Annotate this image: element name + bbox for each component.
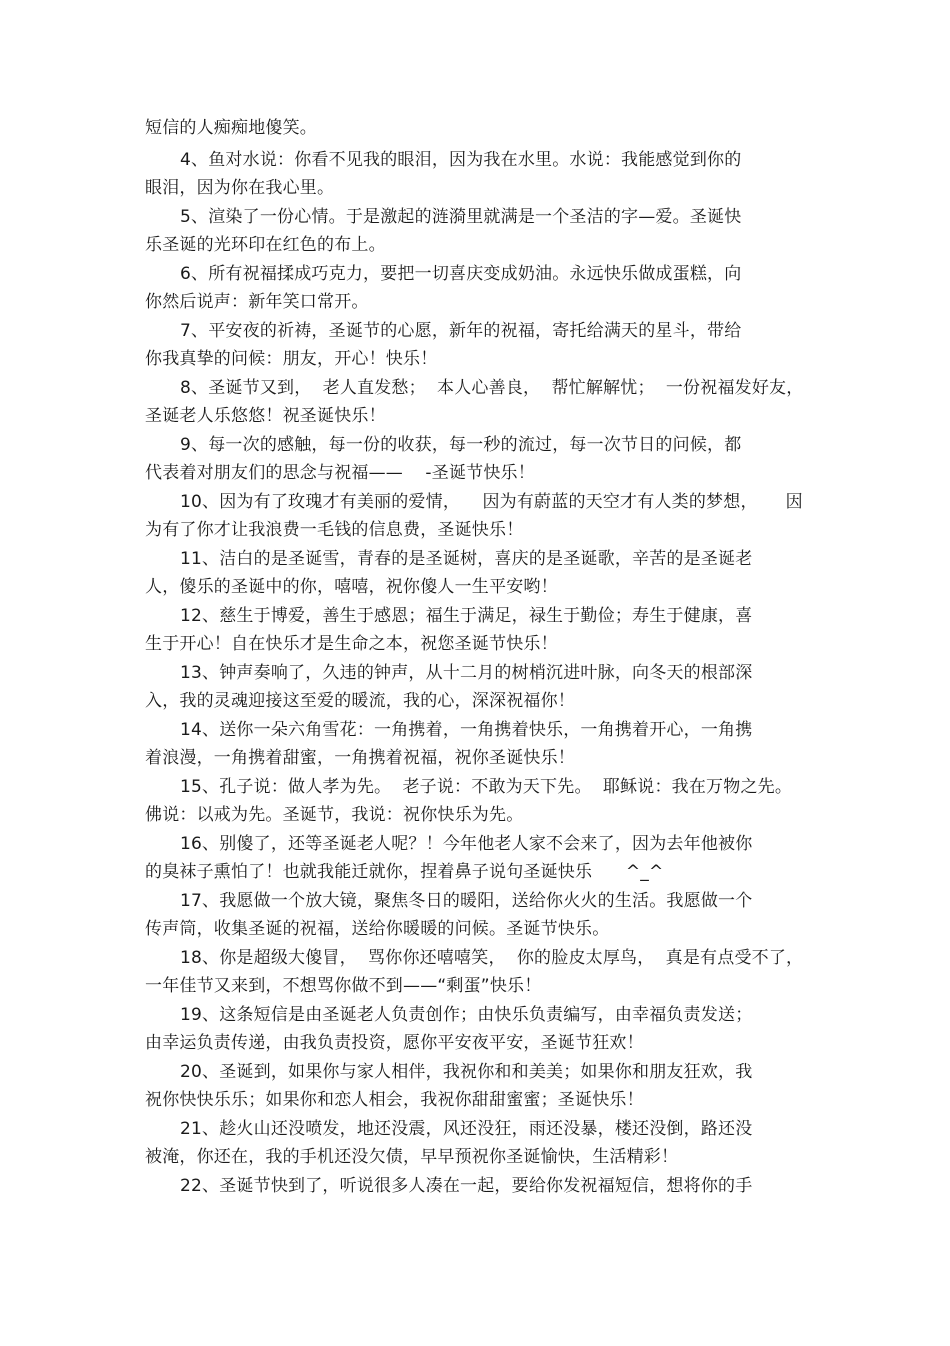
text-line: 8、圣诞节又到， 老人直发愁； 本人心善良， 帮忙解解忧； 一份祝福发好友， <box>180 378 804 398</box>
text-line: 20、圣诞到，如果你与家人相伴，我祝你和和美美；如果你和朋友狂欢，我 <box>180 1062 753 1082</box>
text-line: 14、送你一朵六角雪花：一角携着，一角携着快乐，一角携着开心，一角携 <box>180 720 753 740</box>
text-line: 15、孔子说：做人孝为先。 老子说：不敢为天下先。 耶稣说：我在万物之先。 <box>180 777 793 797</box>
text-line: 18、你是超级大傻冒， 骂你你还嘻嘻笑， 你的脸皮太厚鸟， 真是有点受不了， <box>180 948 804 968</box>
text-line: 短信的人痴痴地傻笑。 <box>145 118 317 138</box>
text-line: 7、平安夜的祈祷，圣诞节的心愿，新年的祝福，寄托给满天的星斗，带给 <box>180 321 742 341</box>
text-line: 生于开心！自在快乐才是生命之本，祝您圣诞节快乐！ <box>145 634 558 654</box>
text-line: 眼泪，因为你在我心里。 <box>145 178 335 198</box>
text-line: 代表着对朋友们的思念与祝福—— -圣诞节快乐！ <box>145 463 535 483</box>
text-line: 22、圣诞节快到了，听说很多人凑在一起，要给你发祝福短信，想将你的手 <box>180 1176 753 1196</box>
text-line: 人，傻乐的圣诞中的你，嘻嘻，祝你傻人一生平安哟！ <box>145 577 558 597</box>
text-line: 12、慈生于博爱，善生于感恩；福生于满足，禄生于勤俭；寿生于健康，喜 <box>180 606 753 626</box>
text-line: 着浪漫，一角携着甜蜜，一角携着祝福，祝你圣诞快乐！ <box>145 748 575 768</box>
text-line: 圣诞老人乐悠悠！祝圣诞快乐！ <box>145 406 386 426</box>
text-line: 10、因为有了玫瑰才有美丽的爱情， 因为有蔚蓝的天空才有人类的梦想， 因 <box>180 492 803 512</box>
text-line: 被淹，你还在，我的手机还没欠债，早早预祝你圣诞愉快，生活精彩！ <box>145 1147 679 1167</box>
text-line: 11、洁白的是圣诞雪，青春的是圣诞树，喜庆的是圣诞歌，辛苦的是圣诞老 <box>180 549 753 569</box>
text-line: 19、这条短信是由圣诞老人负责创作；由快乐负责编写，由幸福负责发送； <box>180 1005 753 1025</box>
text-line: 21、趁火山还没喷发，地还没震，风还没狂，雨还没暴，楼还没倒，路还没 <box>180 1119 753 1139</box>
text-line: 佛说：以戒为先。圣诞节，我说：祝你快乐为先。 <box>145 805 524 825</box>
text-line: 一年佳节又来到，不想骂你做不到——“剩蛋”快乐！ <box>145 976 542 996</box>
text-line: 传声筒，收集圣诞的祝福，送给你暖暖的问候。圣诞节快乐。 <box>145 919 610 939</box>
text-line: 6、所有祝福揉成巧克力，要把一切喜庆变成奶油。永远快乐做成蛋糕，向 <box>180 264 742 284</box>
text-line: 你我真挚的问候：朋友，开心！快乐！ <box>145 349 438 369</box>
text-line: 你然后说声：新年笑口常开。 <box>145 292 369 312</box>
text-line: 5、渲染了一份心情。于是激起的涟漪里就满是一个圣洁的字—爱。圣诞快 <box>180 207 742 227</box>
text-line: 17、我愿做一个放大镜，聚焦冬日的暖阳，送给你火火的生活。我愿做一个 <box>180 891 753 911</box>
text-line: 4、鱼对水说：你看不见我的眼泪，因为我在水里。水说：我能感觉到你的 <box>180 150 742 170</box>
text-line: 9、每一次的感触，每一份的收获，每一秒的流过，每一次节日的问候，都 <box>180 435 742 455</box>
text-line: 13、钟声奏响了，久违的钟声，从十二月的树梢沉进叶脉，向冬天的根部深 <box>180 663 753 683</box>
text-line: 祝你快快乐乐；如果你和恋人相会，我祝你甜甜蜜蜜；圣诞快乐！ <box>145 1090 644 1110</box>
text-line: 由幸运负责传递，由我负责投资，愿你平安夜平安，圣诞节狂欢！ <box>145 1033 644 1053</box>
text-line: 16、别傻了，还等圣诞老人呢？！今年他老人家不会来了，因为去年他被你 <box>180 834 753 854</box>
text-line: 入，我的灵魂迎接这至爱的暖流，我的心，深深祝福你！ <box>145 691 575 711</box>
text-line: 为有了你才让我浪费一毛钱的信息费，圣诞快乐！ <box>145 520 524 540</box>
text-line: 乐圣诞的光环印在红色的布上。 <box>145 235 386 255</box>
text-line: 的臭袜子熏怕了！也就我能迁就你，捏着鼻子说句圣诞快乐 ^_^ <box>145 862 664 882</box>
